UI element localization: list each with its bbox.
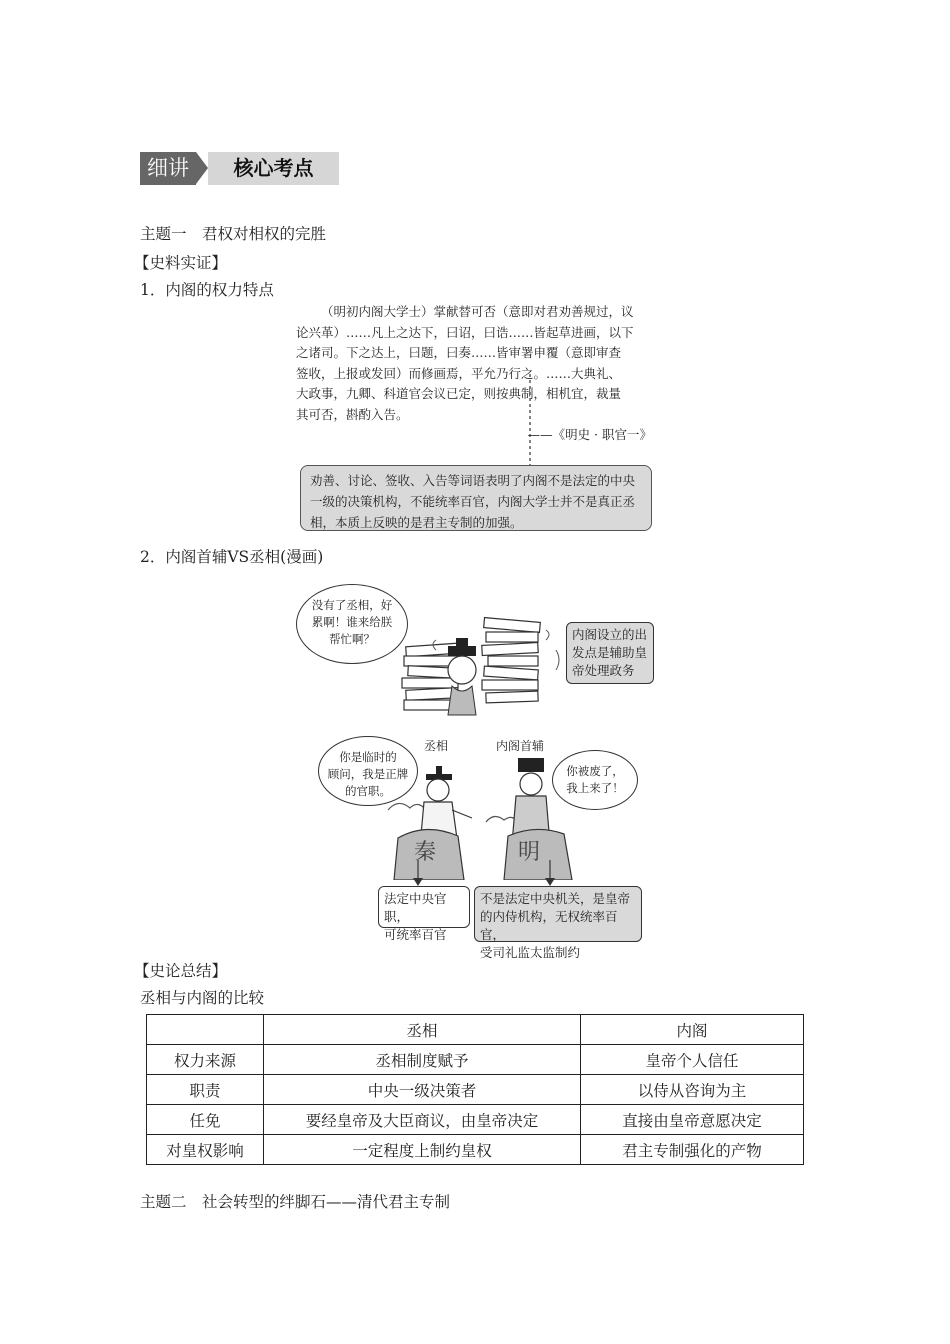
quote-source: ——《明史 · 职官一》 — [527, 427, 652, 442]
banner-label-right: 核心考点 — [208, 152, 339, 185]
bubble-line: 累啊！谁来给朕 — [311, 615, 393, 629]
quote-line-3: 之诸司。下之达上，曰题，曰奏……皆审署申覆（意即审查 — [296, 345, 622, 360]
quote-line-2: 论兴革）……凡上之达下，曰诏，曰诰……皆起草进画，以下 — [296, 324, 634, 340]
banner-arrow-icon — [196, 152, 208, 184]
table-cell: 权力来源 — [147, 1045, 264, 1075]
box-line: 的内侍机构，无权统率百官， — [480, 909, 618, 942]
bubble-line: 的官职。 — [345, 784, 391, 798]
box-line: 法定中央官职， — [384, 891, 447, 924]
table-row — [147, 1135, 804, 1165]
box-line: 不是法定中央机关，是皇帝 — [480, 891, 631, 906]
table-cell: 要经皇帝及大臣商议，由皇帝决定 — [264, 1105, 581, 1135]
table-cell: 任免 — [147, 1105, 264, 1135]
bubble-line: 帮忙啊？ — [329, 632, 375, 646]
label-chancellor: 丞相 — [424, 739, 449, 753]
rock-label-ming: 明 — [518, 840, 541, 865]
table-row — [147, 1045, 804, 1075]
topic2-title: 主题二 社会转型的绊脚石——清代君主专制 — [140, 1193, 451, 1211]
box-line: 帝处理政务 — [572, 663, 635, 678]
bubble-line: 你被废了， — [566, 764, 624, 778]
comparison-table — [146, 1014, 804, 1165]
item2-title: 2．内阁首辅VS丞相(漫画) — [140, 548, 324, 566]
note-cabinet-purpose — [566, 622, 654, 684]
dashed-pointer-icon — [520, 374, 540, 466]
table-cell: 皇帝个人信任 — [581, 1045, 804, 1075]
compare-title: 丞相与内阁的比较 — [140, 989, 265, 1007]
header-cell: 丞相 — [264, 1015, 581, 1045]
table-cell: 中央一级决策者 — [264, 1075, 581, 1105]
speech-bubble-emperor — [296, 584, 408, 664]
table-cell: 丞相制度赋予 — [264, 1045, 581, 1075]
rock-label-qin: 秦 — [414, 840, 437, 865]
bubble-line: 顾问，我是正牌 — [327, 767, 409, 781]
cartoon-chancellor-vs-grandsec — [306, 730, 646, 880]
box-line: 可统率百官 — [384, 927, 447, 942]
box-grand-secretary-status — [474, 886, 642, 960]
header-cell — [147, 1015, 264, 1045]
topic1-title: 主题一 君权对相权的完胜 — [140, 225, 327, 243]
note-cabinet-nature: 劝善、讨论、签收、入告等词语表明了内阁不是法定的中央一级的决策机构，不能统率百官，内阁大学士并不是真正丞相，本质上反映的是君主专制的加强。 — [300, 465, 652, 531]
box-chancellor-status — [378, 886, 470, 942]
section-summary: 【史论总结】 — [134, 962, 228, 980]
box-line: 受司礼监太监制约 — [480, 945, 581, 960]
box-line: 发点是辅助皇 — [572, 645, 648, 660]
table-row — [147, 1075, 804, 1105]
label-grand-secretary: 内阁首辅 — [496, 739, 545, 753]
table-cell: 职责 — [147, 1075, 264, 1105]
quote-line-1: （明初内阁大学士）掌献替可否（意即对君劝善规过，议 — [321, 304, 634, 319]
quote-line-4: 签收，上报或发回）而修画焉，平允乃行之。……大典礼、 — [296, 365, 622, 381]
section-evidence: 【史料实证】 — [134, 254, 228, 272]
bubble-line: 我上来了！ — [566, 781, 624, 795]
table-row — [147, 1105, 804, 1135]
table-cell: 一定程度上制约皇权 — [264, 1135, 581, 1165]
table-cell: 以侍从咨询为主 — [581, 1075, 804, 1105]
bubble-line: 没有了丞相，好 — [311, 598, 393, 612]
table-cell: 对皇权影响 — [147, 1135, 264, 1165]
historical-quote — [296, 302, 662, 446]
box-line: 内阁设立的出 — [572, 627, 648, 642]
table-header-row — [147, 1015, 804, 1045]
header-cell: 内阁 — [581, 1015, 804, 1045]
section-banner — [140, 152, 339, 185]
table-cell: 君主专制强化的产物 — [581, 1135, 804, 1165]
quote-line-6: 其可否，斟酌入告。 — [296, 406, 409, 422]
item1-title: 1．内阁的权力特点 — [140, 281, 274, 299]
banner-label-left: 细讲 — [140, 152, 196, 185]
table-cell: 直接由皇帝意愿决定 — [581, 1105, 804, 1135]
quote-line-5: 大政事，九卿、科道官会议已定，则按典制，相机宜，裁量 — [296, 386, 622, 401]
cartoon-emperor — [296, 580, 666, 720]
down-arrows-icon — [410, 860, 560, 886]
bubble-line: 你是临时的 — [339, 750, 397, 764]
